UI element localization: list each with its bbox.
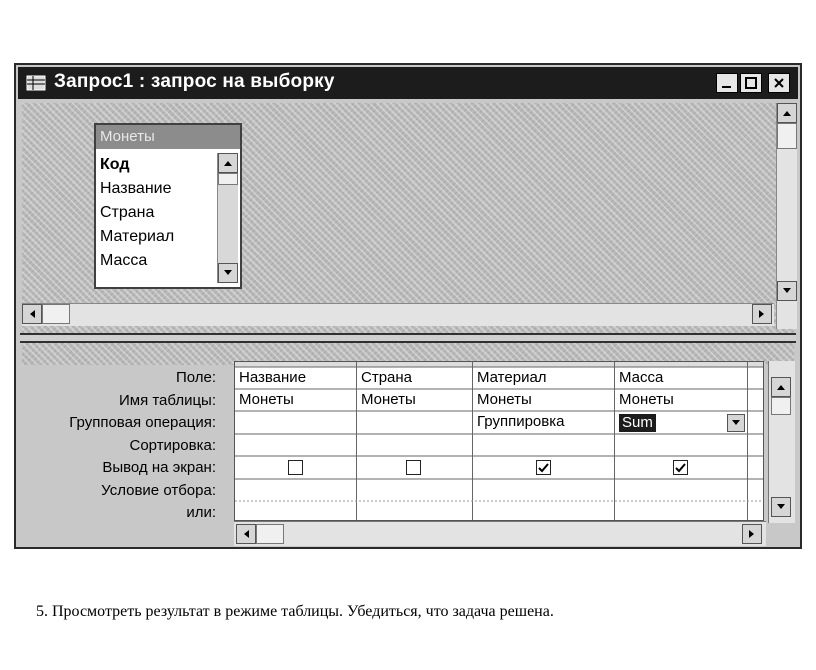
scroll-right-button[interactable] <box>742 524 762 544</box>
scroll-thumb[interactable] <box>777 123 797 149</box>
chevron-up-icon <box>223 159 233 167</box>
row-label-group: Групповая операция: <box>69 414 216 431</box>
scroll-left-button[interactable] <box>22 304 42 324</box>
instruction-caption: 5. Просмотреть результат в режиме таблицы. Убедиться, что задача решена. <box>36 603 554 620</box>
chevron-up-icon <box>782 109 792 117</box>
show-checkbox-checked[interactable] <box>673 460 688 475</box>
title-bar[interactable] <box>18 67 798 99</box>
upper-vertical-scrollbar[interactable] <box>776 103 797 329</box>
show-checkbox-checked[interactable] <box>536 460 551 475</box>
group-select[interactable] <box>619 414 747 432</box>
scroll-down-button[interactable] <box>771 497 791 517</box>
dropdown-button[interactable] <box>727 414 745 432</box>
chevron-down-icon <box>776 503 786 511</box>
scroll-thumb[interactable] <box>771 397 791 415</box>
row-label-field: Поле: <box>175 369 216 386</box>
scroll-up-button[interactable] <box>771 377 791 397</box>
checkmark-icon <box>674 461 687 474</box>
query-icon <box>26 74 46 92</box>
row-label-criteria: Условие отбора: <box>101 481 216 499</box>
field-item[interactable]: Название <box>100 180 172 197</box>
field-item[interactable]: Страна <box>100 204 155 221</box>
scroll-thumb[interactable] <box>256 524 284 544</box>
scroll-up-button[interactable] <box>218 153 238 173</box>
chevron-right-icon <box>758 309 766 319</box>
chevron-left-icon <box>28 309 36 319</box>
row-label-or: или: <box>186 504 216 521</box>
query-window <box>14 63 802 549</box>
grid-cell-table[interactable]: Монеты <box>239 391 294 408</box>
minimize-icon <box>721 77 733 89</box>
close-button[interactable] <box>768 73 790 93</box>
grid-cell-field[interactable]: Название <box>239 369 307 386</box>
chevron-left-icon <box>242 529 250 539</box>
row-label-table: Имя таблицы: <box>118 391 216 409</box>
close-icon <box>773 77 785 89</box>
minimize-button[interactable] <box>716 73 738 93</box>
scroll-up-button[interactable] <box>777 103 797 123</box>
maximize-button[interactable] <box>740 73 762 93</box>
grid-cell-field[interactable]: Страна <box>361 369 413 386</box>
scroll-down-button[interactable] <box>777 281 797 301</box>
group-select-value: Sum <box>619 414 656 432</box>
field-item[interactable]: Материал <box>100 228 175 245</box>
checkmark-icon <box>537 461 550 474</box>
field-item[interactable]: Масса <box>100 252 148 269</box>
maximize-icon <box>745 77 757 89</box>
chevron-down-icon <box>223 269 233 277</box>
field-item-key[interactable]: Код <box>100 156 130 173</box>
scroll-thumb[interactable] <box>42 304 70 324</box>
chevron-down-icon <box>731 419 741 427</box>
grid-vertical-scrollbar[interactable] <box>768 361 795 523</box>
scroll-thumb[interactable] <box>218 173 238 185</box>
window-title: Запрос1 : запрос на выборку <box>54 71 335 92</box>
row-labels <box>69 367 216 525</box>
scroll-left-button[interactable] <box>236 524 256 544</box>
chevron-down-icon <box>782 287 792 295</box>
row-label-show: Вывод на экран: <box>102 459 216 476</box>
grid-cell-table[interactable]: Монеты <box>619 391 674 408</box>
table-field-list[interactable] <box>94 123 242 289</box>
row-label-sort: Сортировка: <box>129 436 216 454</box>
grid-cell-field[interactable]: Масса <box>619 369 664 386</box>
grid-horizontal-scrollbar[interactable] <box>234 521 766 546</box>
field-list-title[interactable]: Монеты <box>96 125 240 149</box>
field-list-scrollbar[interactable] <box>217 153 238 283</box>
grid-cell-table[interactable]: Монеты <box>361 391 416 408</box>
pane-splitter[interactable] <box>20 333 796 343</box>
design-grid[interactable] <box>234 361 764 521</box>
show-checkbox[interactable] <box>406 460 421 475</box>
chevron-up-icon <box>776 383 786 391</box>
scroll-down-button[interactable] <box>218 263 238 283</box>
grid-cell-table[interactable]: Монеты <box>477 391 532 408</box>
upper-horizontal-scrollbar[interactable] <box>22 303 774 326</box>
show-checkbox[interactable] <box>288 460 303 475</box>
grid-cell-field[interactable]: Материал <box>477 369 547 386</box>
grid-cell-group[interactable]: Группировка <box>477 413 565 430</box>
scroll-right-button[interactable] <box>752 304 772 324</box>
chevron-right-icon <box>748 529 756 539</box>
